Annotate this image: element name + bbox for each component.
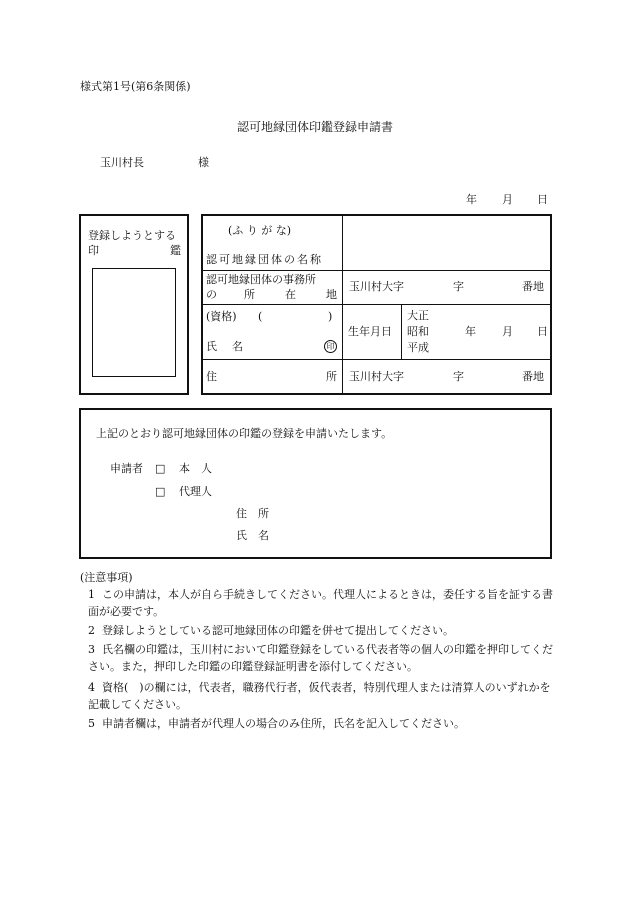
seal-mark-icon: 印 bbox=[324, 340, 337, 353]
qualification-paren-open: ( bbox=[258, 310, 263, 323]
addressee: 玉川村長 bbox=[100, 156, 144, 169]
option-self: 本 人 bbox=[179, 462, 212, 475]
date-year: 年 bbox=[466, 193, 477, 206]
office-label-line1: 認可地縁団体の事務所 bbox=[206, 273, 316, 286]
date-month: 月 bbox=[502, 193, 513, 206]
note-number: 4 bbox=[88, 681, 95, 694]
table-rule bbox=[202, 359, 551, 360]
honorific: 様 bbox=[198, 156, 209, 169]
address-aza: 字 bbox=[453, 370, 464, 383]
address-village: 玉川村大字 bbox=[349, 370, 404, 383]
document-title: 認可地縁団体印鑑登録申請書 bbox=[237, 120, 394, 134]
note-item bbox=[88, 715, 558, 732]
application-statement: 上記のとおり認可地縁団体の印鑑の登録を申請いたします。 bbox=[96, 427, 393, 440]
option-agent: 代理人 bbox=[179, 485, 212, 498]
office-label-sho: 所 bbox=[244, 288, 255, 301]
note-item bbox=[88, 622, 558, 639]
birth-year: 年 bbox=[465, 325, 476, 338]
note-item bbox=[88, 586, 558, 620]
birth-day: 日 bbox=[537, 325, 548, 338]
checkbox-agent[interactable]: □ bbox=[155, 485, 166, 498]
note-number: 5 bbox=[88, 717, 95, 730]
birthdate-label: 生年月日 bbox=[348, 325, 392, 338]
address-label-sho: 所 bbox=[326, 370, 337, 383]
table-rule bbox=[342, 215, 343, 394]
office-label-chi: 地 bbox=[326, 288, 337, 301]
agent-address-label: 住 所 bbox=[236, 507, 269, 520]
qualification-paren-close: ) bbox=[328, 310, 333, 323]
name-label-mei: 名 bbox=[232, 340, 243, 353]
group-name-field[interactable] bbox=[344, 216, 550, 269]
note-text: 申請者欄は，申請者が代理人の場合のみ住所，氏名を記入してください。 bbox=[102, 717, 465, 730]
era-showa: 昭和 bbox=[407, 325, 429, 338]
table-rule bbox=[401, 305, 402, 359]
note-number: 3 bbox=[88, 643, 95, 656]
table-rule bbox=[202, 270, 551, 271]
seal-label-kan: 鑑 bbox=[170, 244, 181, 257]
qualification-label: (資格) bbox=[206, 310, 237, 323]
seal-impression-area[interactable] bbox=[92, 268, 176, 377]
qualification-field[interactable] bbox=[266, 308, 324, 324]
office-label-no: の bbox=[206, 288, 217, 301]
agent-name-label: 氏 名 bbox=[236, 529, 269, 542]
address-label-ju: 住 bbox=[206, 370, 217, 383]
note-number: 1 bbox=[88, 588, 95, 601]
name-field[interactable] bbox=[250, 335, 320, 355]
furigana-label: (ふ り が な) bbox=[228, 224, 292, 237]
seal-label-line1: 登録しようとする bbox=[88, 229, 176, 242]
seal-label-in: 印 bbox=[88, 244, 99, 257]
era-taisho: 大正 bbox=[407, 309, 429, 322]
form-number: 様式第1号(第6条関係) bbox=[80, 80, 191, 93]
date-day: 日 bbox=[537, 193, 548, 206]
note-text: 資格( )の欄には，代表者，職務代行者，仮代表者，特別代理人または清算人のいずれかを記載してください。 bbox=[88, 681, 551, 711]
table-rule bbox=[202, 304, 551, 305]
notes-heading: (注意事項) bbox=[80, 571, 133, 584]
applicant-label: 申請者 bbox=[110, 462, 143, 475]
note-number: 2 bbox=[88, 624, 95, 637]
office-banchi: 番地 bbox=[522, 280, 544, 293]
office-label-zai: 在 bbox=[285, 288, 296, 301]
office-village: 玉川村大字 bbox=[349, 280, 404, 293]
note-text: 登録しようとしている認可地縁団体の印鑑を併せて提出してください。 bbox=[102, 624, 454, 637]
birth-month: 月 bbox=[502, 325, 513, 338]
era-heisei: 平成 bbox=[407, 341, 429, 354]
address-banchi: 番地 bbox=[522, 370, 544, 383]
office-aza: 字 bbox=[453, 280, 464, 293]
group-name-label: 認可地縁団体の名称 bbox=[206, 253, 323, 266]
note-text: この申請は，本人が自ら手続きしてください。代理人によるときは，委任する旨を証する書面が必要です。 bbox=[88, 588, 553, 618]
checkbox-self[interactable]: □ bbox=[155, 462, 166, 475]
note-item bbox=[88, 679, 558, 713]
name-label-shi: 氏 bbox=[206, 340, 217, 353]
note-item bbox=[88, 641, 558, 675]
note-text: 氏名欄の印鑑は，玉川村において印鑑登録をしている代表者等の個人の印鑑を押印してください。また，押印した印鑑の印鑑登録証明書を添付してください。 bbox=[88, 643, 553, 673]
